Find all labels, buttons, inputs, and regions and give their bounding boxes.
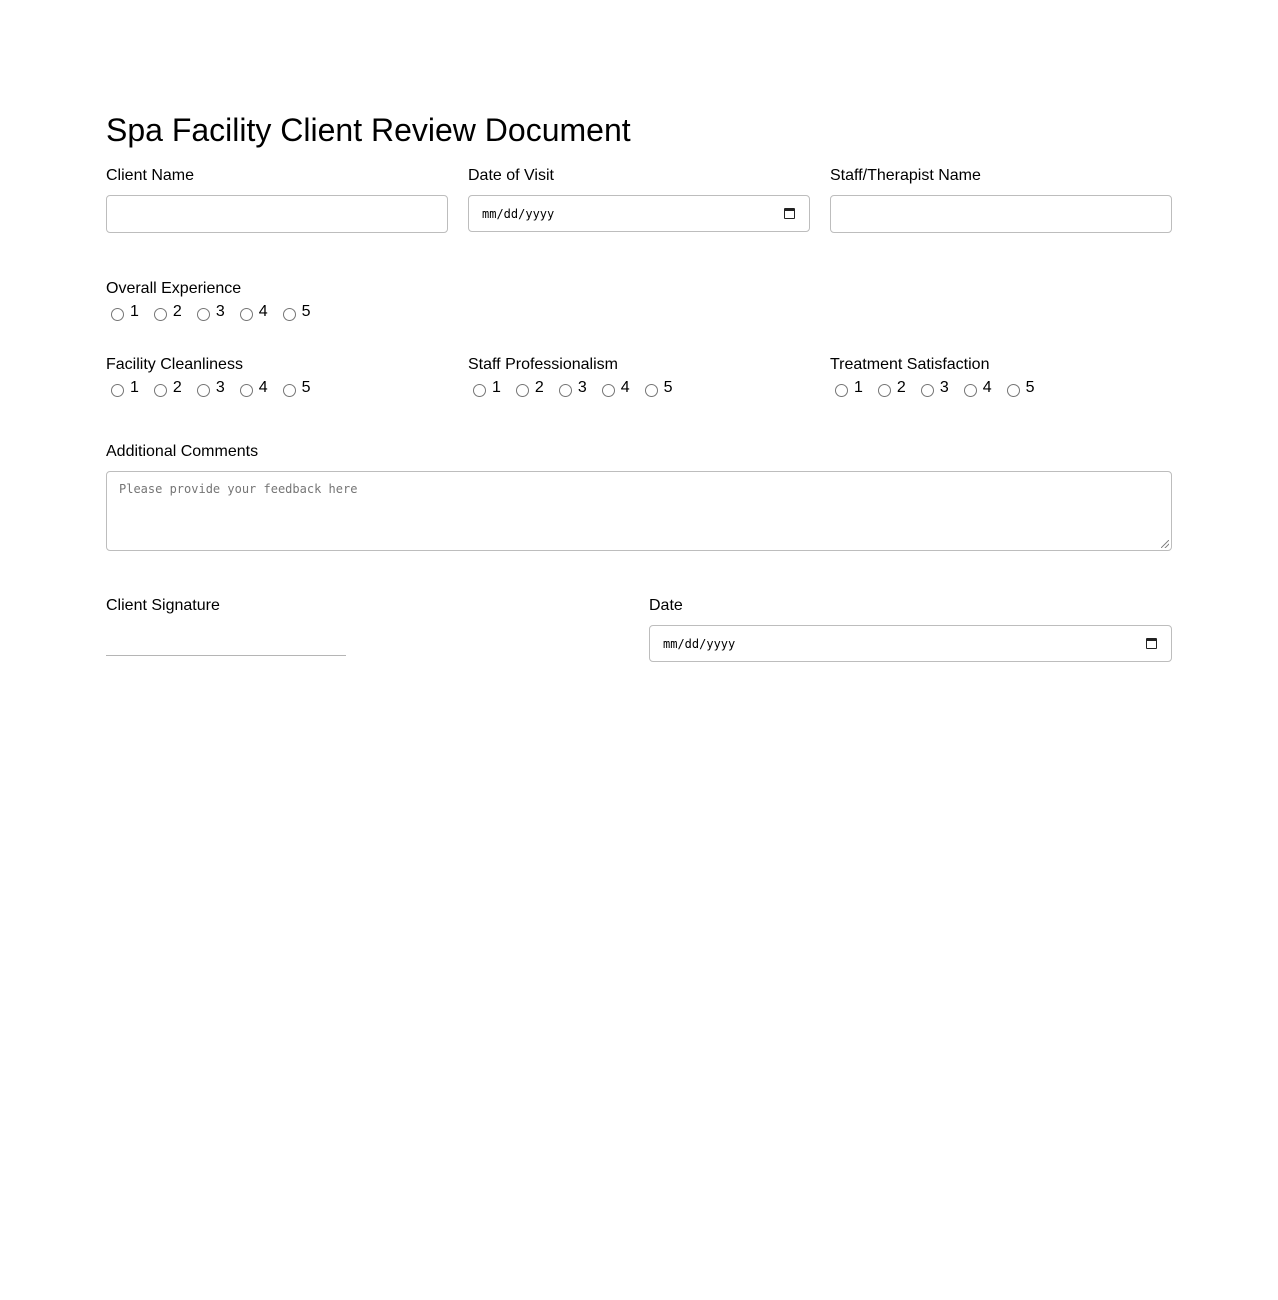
cleanliness-radio-4[interactable]: 4	[235, 381, 268, 397]
radio-button[interactable]	[283, 384, 296, 397]
calendar-icon[interactable]	[784, 208, 795, 219]
signature-date-placeholder: mm/dd/yyyy	[663, 636, 736, 651]
date-of-visit-placeholder: mm/dd/yyyy	[482, 206, 555, 221]
overall-radio-1[interactable]: 1	[106, 305, 139, 321]
radio-button[interactable]	[240, 308, 253, 321]
radio-button[interactable]	[516, 384, 529, 397]
treatment-radio-2[interactable]: 2	[873, 381, 906, 397]
professionalism-radio-3[interactable]: 3	[554, 381, 587, 397]
resize-handle-icon[interactable]	[1161, 540, 1169, 548]
radio-button[interactable]	[240, 384, 253, 397]
treatment-radio-group	[830, 378, 1172, 400]
overall-radio-4[interactable]: 4	[235, 305, 268, 321]
treatment-radio-4[interactable]: 4	[959, 381, 992, 397]
cleanliness-radio-1[interactable]: 1	[106, 381, 139, 397]
treatment-satisfaction-label: Treatment Satisfaction	[830, 356, 990, 373]
staff-professionalism-label: Staff Professionalism	[468, 356, 618, 373]
signature-date-group	[649, 597, 1172, 662]
radio-button[interactable]	[111, 384, 124, 397]
cleanliness-radio-group	[106, 378, 448, 400]
client-name-label: Client Name	[106, 167, 195, 184]
radio-button[interactable]	[559, 384, 572, 397]
review-form	[106, 108, 1172, 662]
client-signature-group	[106, 597, 629, 662]
radio-button[interactable]	[197, 384, 210, 397]
staff-name-input[interactable]	[830, 195, 1172, 233]
radio-button[interactable]	[154, 308, 167, 321]
overall-radio-5[interactable]: 5	[278, 305, 311, 321]
professionalism-radio-group	[468, 378, 810, 400]
radio-button[interactable]	[878, 384, 891, 397]
detail-ratings-row	[106, 356, 1172, 400]
radio-button[interactable]	[1007, 384, 1020, 397]
treatment-radio-3[interactable]: 3	[916, 381, 949, 397]
date-of-visit-label: Date of Visit	[468, 167, 554, 184]
additional-comments-label: Additional Comments	[106, 443, 259, 460]
staff-name-group	[830, 167, 1172, 233]
cleanliness-radio-3[interactable]: 3	[192, 381, 225, 397]
client-name-input[interactable]	[106, 195, 448, 233]
signature-date-label: Date	[649, 597, 683, 614]
radio-button[interactable]	[111, 308, 124, 321]
radio-button[interactable]	[602, 384, 615, 397]
professionalism-radio-1[interactable]: 1	[468, 381, 501, 397]
overall-experience-label: Overall Experience	[106, 280, 242, 297]
client-signature-label: Client Signature	[106, 597, 220, 614]
staff-name-label: Staff/Therapist Name	[830, 167, 981, 184]
radio-button[interactable]	[964, 384, 977, 397]
signature-line[interactable]	[106, 655, 346, 656]
radio-button[interactable]	[154, 384, 167, 397]
calendar-icon[interactable]	[1146, 638, 1157, 649]
radio-button[interactable]	[197, 308, 210, 321]
radio-button[interactable]	[921, 384, 934, 397]
treatment-satisfaction-rating	[830, 356, 1172, 400]
page-title: Spa Facility Client Review Document	[106, 112, 631, 148]
cleanliness-radio-5[interactable]: 5	[278, 381, 311, 397]
staff-professionalism-rating	[468, 356, 810, 400]
signature-date-input[interactable]	[649, 625, 1172, 662]
additional-comments-textarea[interactable]	[106, 471, 1172, 551]
additional-comments-group	[106, 443, 1172, 551]
professionalism-radio-5[interactable]: 5	[640, 381, 673, 397]
date-of-visit-group	[468, 167, 810, 233]
radio-button[interactable]	[473, 384, 486, 397]
date-of-visit-input[interactable]	[468, 195, 810, 232]
signature-row	[106, 597, 1172, 662]
overall-experience-rating	[106, 280, 1172, 324]
overall-radio-3[interactable]: 3	[192, 305, 225, 321]
cleanliness-radio-2[interactable]: 2	[149, 381, 182, 397]
radio-button[interactable]	[645, 384, 658, 397]
client-info-row	[106, 167, 1172, 233]
professionalism-radio-2[interactable]: 2	[511, 381, 544, 397]
comments-placeholder: Please provide your feedback here	[119, 482, 358, 496]
treatment-radio-5[interactable]: 5	[1002, 381, 1035, 397]
radio-button[interactable]	[835, 384, 848, 397]
facility-cleanliness-rating	[106, 356, 448, 400]
treatment-radio-1[interactable]: 1	[830, 381, 863, 397]
professionalism-radio-4[interactable]: 4	[597, 381, 630, 397]
facility-cleanliness-label: Facility Cleanliness	[106, 356, 243, 373]
radio-button[interactable]	[283, 308, 296, 321]
overall-experience-radio-group	[106, 302, 1172, 324]
overall-radio-2[interactable]: 2	[149, 305, 182, 321]
client-name-group	[106, 167, 448, 233]
